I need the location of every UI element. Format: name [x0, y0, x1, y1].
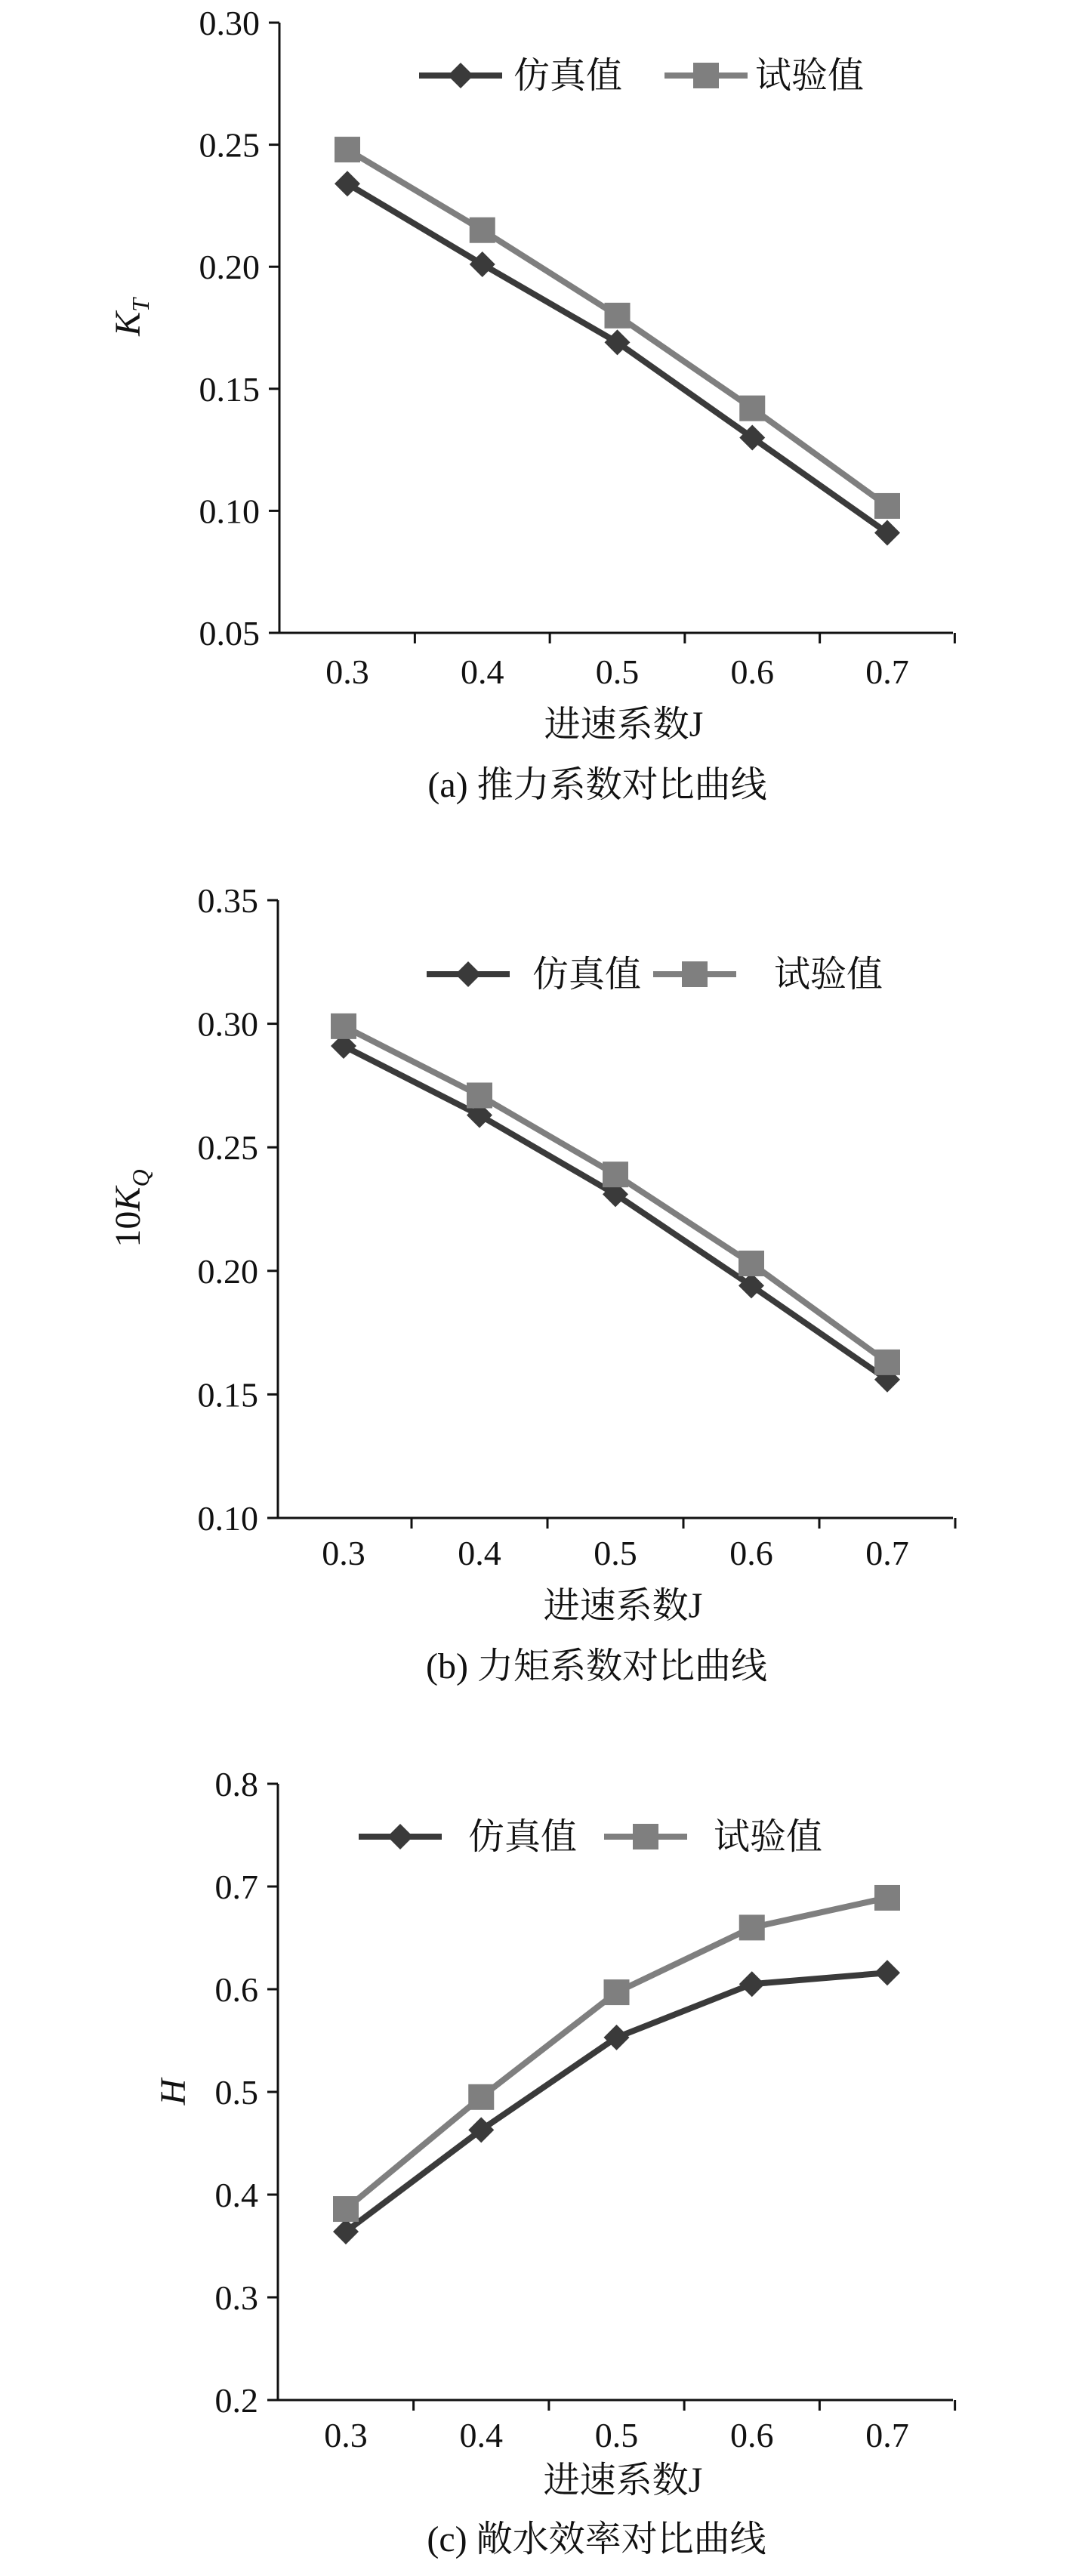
data-point-experiment	[739, 396, 765, 421]
y-axis-label	[153, 2077, 193, 2106]
y-tick-label: 0.4	[214, 2176, 258, 2214]
y-axis-label	[108, 297, 154, 337]
legend-swatch-marker	[682, 961, 708, 987]
y-axis-label-base: K	[108, 1186, 148, 1211]
data-point-experiment	[335, 137, 360, 162]
data-point-experiment	[739, 1914, 765, 1940]
x-tick-label: 0.3	[325, 652, 369, 691]
y-tick-label: 0.20	[197, 1251, 258, 1291]
x-tick-label: 0.7	[865, 2416, 909, 2454]
y-axis-label-subscript: T	[127, 298, 154, 312]
x-tick-label: 0.6	[730, 2416, 774, 2454]
legend-swatch-marker	[387, 1824, 413, 1849]
legend-item-simulation	[427, 955, 641, 995]
legend-swatch-marker	[633, 1824, 658, 1849]
legend-item-experiment	[604, 1817, 822, 1857]
data-point-experiment	[331, 1013, 356, 1039]
x-tick-label: 0.6	[729, 1534, 773, 1572]
x-tick-label: 0.5	[594, 2416, 639, 2454]
y-axis-label-subscript: Q	[127, 1169, 154, 1187]
y-tick-label: 0.6	[214, 1970, 258, 2009]
legend-item-simulation	[419, 56, 622, 96]
x-tick-label: 0.6	[730, 652, 774, 691]
y-tick-label: 0.3	[214, 2278, 258, 2317]
series-line-simulation	[344, 1046, 887, 1380]
x-axis-label: 进速系数J	[543, 2460, 703, 2500]
data-point-simulation	[874, 1960, 900, 1985]
y-tick-label: 0.25	[197, 1128, 258, 1168]
x-tick-label: 0.4	[459, 2416, 503, 2454]
data-point-experiment	[874, 493, 900, 519]
x-tick-label: 0.4	[461, 652, 504, 691]
y-tick-label: 0.2	[214, 2381, 258, 2420]
y-tick-label: 0.30	[199, 4, 260, 42]
data-point-experiment	[333, 2196, 359, 2222]
y-tick-label: 0.05	[199, 614, 260, 652]
y-axis-label	[108, 1169, 154, 1247]
data-point-experiment	[467, 1082, 492, 1108]
y-axis-label-base: K	[108, 311, 148, 336]
y-tick-label: 0.30	[197, 1004, 258, 1044]
y-tick-label: 0.10	[197, 1499, 258, 1538]
legend-label: 试验值	[755, 56, 865, 96]
legend-swatch-marker	[693, 63, 719, 88]
legend-swatch-marker	[448, 63, 473, 88]
x-tick-label: 0.3	[322, 1534, 365, 1572]
data-point-experiment	[470, 217, 495, 243]
x-tick-label: 0.3	[324, 2416, 368, 2454]
chart-panel-1	[108, 4, 954, 805]
chart-panel-2	[108, 881, 955, 1686]
y-tick-label: 0.10	[199, 492, 260, 531]
legend-label: 仿真值	[513, 56, 623, 96]
legend-label: 试验值	[774, 955, 883, 995]
series-line-simulation	[346, 1973, 887, 2232]
x-tick-label: 0.7	[865, 1534, 909, 1572]
y-tick-label: 0.20	[199, 248, 260, 287]
series-line-experiment	[346, 1898, 887, 2209]
data-point-experiment	[605, 303, 631, 329]
data-point-experiment	[874, 1885, 900, 1911]
chart-panel-3	[153, 1765, 955, 2559]
series-line-simulation	[347, 184, 887, 532]
data-point-simulation	[739, 1971, 765, 1997]
x-tick-label: 0.5	[594, 1534, 637, 1572]
y-tick-label: 0.7	[214, 1868, 258, 1906]
legend-label: 仿真值	[468, 1817, 578, 1857]
x-axis-label: 进速系数J	[543, 1586, 703, 1626]
data-point-experiment	[604, 1979, 630, 2005]
legend-label: 仿真值	[532, 955, 642, 995]
figure-caption: (c) 敞水效率对比曲线	[427, 2519, 766, 2559]
x-tick-label: 0.4	[458, 1534, 501, 1572]
x-tick-label: 0.5	[595, 652, 640, 691]
data-point-experiment	[603, 1162, 628, 1187]
y-tick-label: 0.15	[199, 369, 260, 409]
legend-label: 试验值	[714, 1817, 823, 1857]
y-tick-label: 0.15	[197, 1375, 258, 1414]
data-point-simulation	[470, 251, 495, 277]
y-tick-label: 0.8	[214, 1765, 258, 1803]
data-point-simulation	[335, 171, 360, 196]
x-tick-label: 0.7	[865, 652, 909, 691]
legend-swatch-marker	[455, 961, 481, 987]
data-point-experiment	[739, 1251, 764, 1276]
y-axis-label-base: H	[153, 2078, 193, 2106]
figure-caption: (a) 推力系数对比曲线	[427, 765, 767, 805]
x-axis-label: 进速系数J	[544, 705, 704, 745]
y-tick-label: 0.25	[199, 125, 260, 165]
data-point-experiment	[468, 2084, 494, 2110]
y-tick-label: 0.5	[214, 2073, 258, 2112]
data-point-experiment	[874, 1350, 900, 1375]
legend-item-experiment	[653, 955, 883, 995]
figure-caption: (b) 力矩系数对比曲线	[426, 1646, 767, 1686]
legend-item-experiment	[665, 56, 864, 96]
y-axis-label-multiplier: 10	[108, 1211, 148, 1248]
y-tick-label: 0.35	[197, 881, 258, 920]
legend-item-simulation	[359, 1817, 577, 1857]
